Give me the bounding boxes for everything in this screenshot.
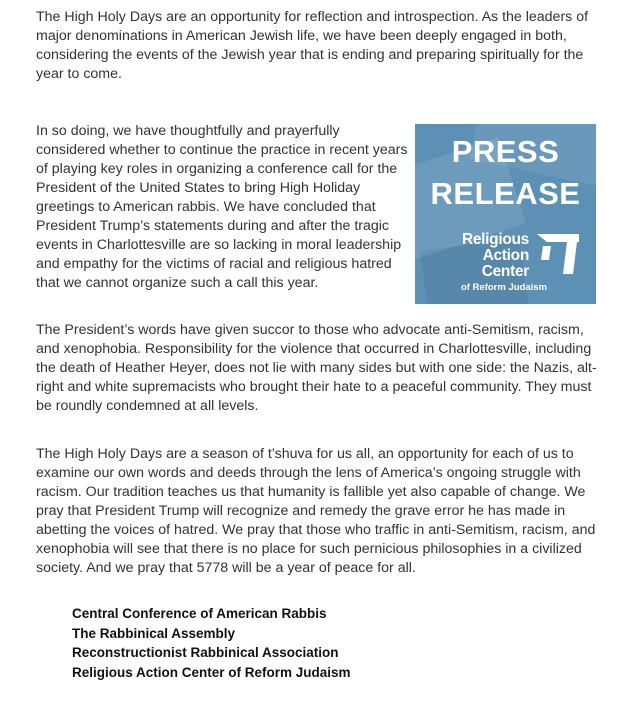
rac-logo-line: Center [481,263,529,280]
signatory: Reconstructionist Rabbinical Association [72,645,339,660]
rac-logo-text [447,232,529,280]
signatories-list [72,604,351,682]
paragraph-intro: The High Holy Days are an opportunity for reflection and introspection. As the leaders of major denominations in American Jewish life, we have been deeply engaged in both, considering the events of the Jewish year that is ending and preparing spiritually for the year to come. [36,9,589,82]
paragraph-conference-call: In so doing, we have thoughtfully and prayerfully considered whether to continue the practice in recent years of playing key roles in organizing a conference call for the President of the United States to bring High Holiday greetings to American rabbis. We have concluded that President Trump’s statements during and after the tragic events in Charlottesville are so lacking in moral leadership and empathy for the victims of racial and religious hatred that we cannot organize such a call this year. [36,123,408,291]
hebrew-letter-logo-icon [533,228,585,278]
paragraph-condemnation: The President’s words have given succor to those who advocate anti-Semitism, racism, and xenophobia. Responsibility for the violence that occurred in Charlottesville, including the death of Heather Heyer, does not lie with many sides but with one side: the Nazis, alt-right and white supremacists who brought their hate to a peaceful community. They must be roundly condemned at all levels. [36,322,597,414]
signatory: The Rabbinical Assembly [72,625,236,641]
signatory: Religious Action Center of Reform Judaism [72,664,351,680]
signatory: Central Conference of American Rabbis [72,606,327,621]
paragraph-tshuva: The High Holy Days are a season of t’shuva for us all, an opportunity for each of us to examine our own words and deeds through the lens of America’s ongoing struggle with racism. Our tradition teaches us that humanity is fallible yet also capable of change. We pray that President Trump will recognize and remedy the grave error he has made in abetting the voices of hatred. We pray that those who traffic in anti-Semitism, racism, and xenophobia will see that there is no place for such pernicious philosophies in a civilized society. And we pray that 5778 will be a year of peace for all. [36,446,596,576]
press-release-image [415,124,596,304]
rac-logo-line: Action [482,247,529,264]
rac-logo-line: Religious [461,231,529,248]
press-title: PRESS [451,134,560,169]
release-title: RELEASE [430,176,581,211]
rac-logo-subtitle: of Reform Judaism [460,282,547,293]
